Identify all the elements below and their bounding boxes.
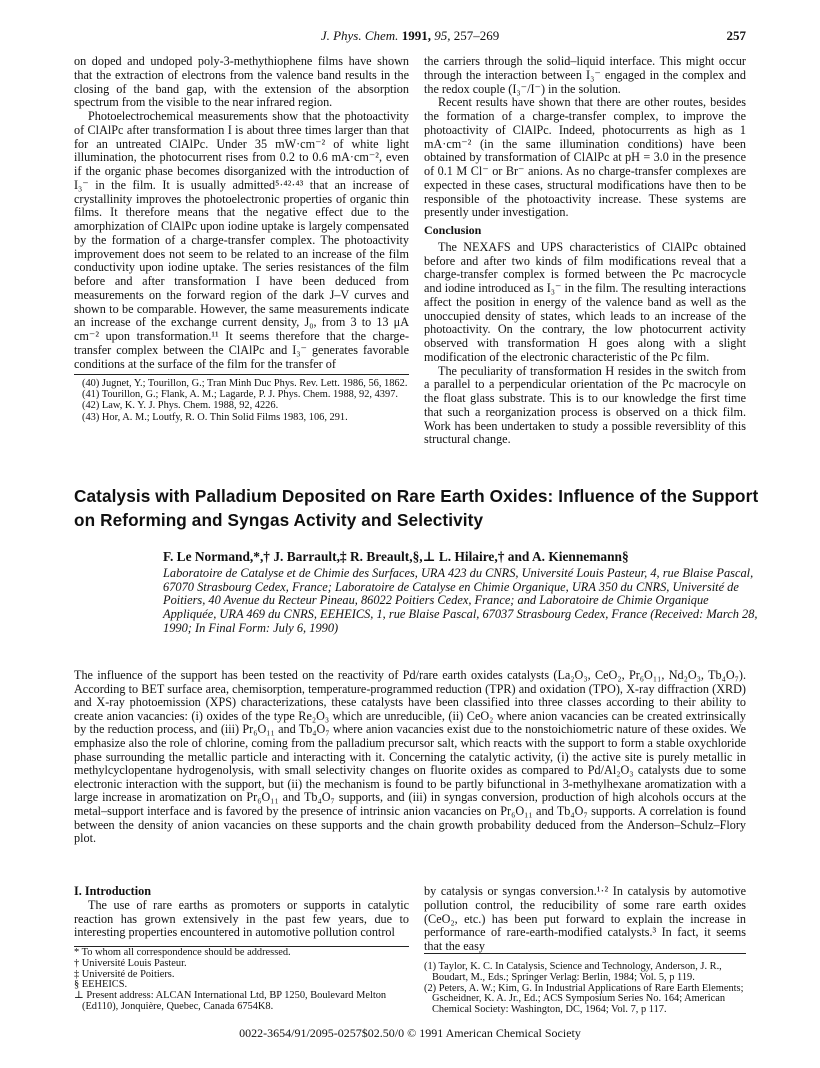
footnotes-left [74,948,409,1013]
abstract: The influence of the support has been tested on the reactivity of Pd/rare earth oxides catalysts (La₂O₃, CeO₂, Pr₆O₁₁, Nd₂O₃, Tb₄O₇). According to BET surface area, chemisorption, temperature-programmed reduction (TPR) and oxidation (TPO), X-ray diffraction (XRD) and X-ray photoemission (XPS) characterizations, these catalysts have been classified into three classes according to their ability to create anion vacancies: (i) oxides of the type Re₂O₃ which are unreducible, (ii) CeO₂ where anion vacancies can be created extrinsically by the reduction process, and (iii) Pr₆O₁₁ and Tb₄O₇ where anion vacancies exist due to the nonstoichiometric nature of these oxides. We emphasize also the role of chlorine, coming from the palladium precursor salt, which reacts with the support to form a stable oxychloride phase surrounding the metallic particle and interacting with it. Concerning the catalytic activity, (i) the active site is purely metallic in methylcyclopentane hydrogenolysis, with small selectivity changes on fluorite oxides as compared to Pd/Al₂O₃ catalysts due to some electronic interaction with the support, but (ii) the mechanism is found to be partly bifunctional in 3-methylhexane aromatization with a large increase in aromatization on Pr₆O₁₁ and Tb₄O₇ supports, and (iii) in syngas conversion, production of high alcohols occurs at the metal–support interface and is favored by the presence of intrinsic anion vacancies on Pr₆O₁₁ and Tb₄O₇ supports. A correlation is found between the density of anion vacancies on these supports and the chain growth probability deduced from the Anderson–Schulz–Flory plot. [74,668,746,846]
page-number: 257 [726,28,746,43]
reference-item: (42) Law, K. Y. J. Phys. Chem. 1988, 92, 4226. [82,400,279,412]
paragraph: The NEXAFS and UPS characteristics of ClAlPc obtained before and after two kinds of film modifications reveal that a charge-transfer complex is formed between the Pc macrocycle and iodine introduced as I₃⁻ in the film. The resulting interactions affect the position in energy of the valence band as well as the unoccupied density of states, which leads to an increase of the photoactivity. On the contrary, the low photocurrent activity observed with transformation H goes along with a slight modification of the electronic characteristic of the Pc film. [424,239,746,364]
footnote-divider-right [424,953,746,954]
reference-item: (43) Hor, A. M.; Loutfy, R. O. Thin Solid Films 1983, 106, 291. [82,411,348,423]
journal-volume: 95, [434,28,451,43]
affiliation: Laboratoire de Catalyse et de Chimie des Surfaces, URA 423 du CNRS, Université Louis Pasteur, 4, rue Blaise Pascal, 67070 Strasbourg Cedex, France; Laboratoire de Catalyse en Chimie Organique, URA 350 du CNRS, Université de Poitiers, 40 Avenue du Recteur Pineau, 86022 Poitiers Cedex, France; and Laboratoire de Chimie Organique Appliquée, URA 469 du CNRS, EEHEICS, 1, rue Blaise Pascal, 67037 Strasbourg Cedex, France (Received: March 28, 1990; In Final Form: July 6, 1990) [163,566,758,635]
intro-left-column [74,885,409,940]
paragraph: by catalysis or syngas conversion.¹·² In catalysis by automotive pollution control, the reducibility of some rare earth oxides (CeO₂, etc.) has been put forward to explain the increase in performance of rare-earth-modified catalysts.³ In fact, it seems that the easy [424,884,746,953]
footnote-item: * To whom all correspondence should be addressed. [74,947,291,958]
author-list: F. Le Normand,*,† J. Barrault,‡ R. Breault,§,⊥ L. Hilaire,† and A. Kiennemann§ [163,549,629,564]
footnote-item: § EEHEICS. [74,979,128,991]
running-header [0,28,820,48]
paragraph: Photoelectrochemical measurements show that the photoactivity of ClAlPc after transformation I is about three times larger than that for an untreated ClAlPc. Under 35 mW·cm⁻² of white light illumination, the photocurrent rises from 0.2 to 0.6 mA·cm⁻², even if the organic phase becomes disorganized with the introduction of I₃⁻ in the film. It is usually admitted⁵·⁴²·⁴³ that an increase of crystallinity improves the photoelectronic properties of organic thin films. It therefore means that the negative effect due to the amorphization of ClAlPc upon iodine uptake is largely compensated by the formation of a charge-transfer complex. The photoactivity improvement does not seem to be related to an increase of the film conductivity upon iodine uptake. The series resistances of the film before and after transformation I have been deduced from measurements on the forward region of the dark J–V curves and shown to be comparable. However, the same measurements indicate an increase of the exchange current density, J₀, from 3 to 13 μA cm⁻² upon transformation.¹¹ It seems therefore that the charge-transfer complex between the ClAlPc and I₃⁻ generates favorable conditions at the surface of the film for the transfer of [74,109,409,371]
footnote-item: ⊥ Present address: ALCAN International Ltd, BP 1250, Boulevard Melton (Ed110), Jonquière, Quebec, Canada 6754K8. [74,990,387,1012]
article-title: Catalysis with Palladium Deposited on Rare Earth Oxides: Influence of the Support on Reforming and Syngas Activity and Selectivity [74,486,759,530]
journal-citation [0,28,820,44]
paragraph: The peculiarity of transformation H resides in the switch from a parallel to a perpendicular orientation of the Pc macrocyle on the float glass substrate. This is to our knowledge the first time that such a reorganization process is observed on a thick film. Work has been undertaken to study a possible reversiblity of this structural change. [424,363,746,447]
footnote-item: (2) Peters, A. W.; Kim, G. In Industrial Applications of Rare Earth Elements; Gscheidner, K. A. Jr., Ed.; ACS Symposium Series No. 164; American Chemical Society: Washington, DC, 1964; Vol. 7, p 117. [424,982,744,1016]
intro-heading: I. Introduction [74,884,151,898]
reference-list [74,378,409,423]
reference-item: (41) Tourillon, G.; Flank, A. M.; Lagarde, P. J. Phys. Chem. 1988, 92, 4397. [82,389,398,401]
paragraph: The use of rare earths as promoters or supports in catalytic reaction has grown extensively in the past few years, due to interesting properties encountered in automotive pollution control [74,897,409,940]
copyright-footer: 0022-3654/91/2095-0257$02.50/0 © 1991 American Chemical Society [239,1026,581,1040]
footnotes-right [424,962,746,1016]
reference-item: (40) Jugnet, Y.; Tourillon, G.; Tran Minh Duc Phys. Rev. Lett. 1986, 56, 1862. [82,378,408,389]
intro-right-column [424,885,746,954]
journal-year: 1991, [401,28,431,43]
reference-divider [74,374,409,375]
journal-name: J. Phys. Chem. [320,28,399,43]
paragraph: Recent results have shown that there are other routes, besides the formation of a charge-transfer complex, to improve the photoactivity of ClAlPc. Indeed, photocurrents as high as 1 mA·cm⁻² (in the same illumination conditions) have been obtained by transformation of ClAlPc at pH = 3.0 in the presence of 0.1 M Cl⁻ or Br⁻ anions. As no charge-transfer complexes are expected in these cases, structural modifications have then to be responsible of the photoactivity increase. These systems are presently under investigation. [424,95,746,220]
footnote-item: ‡ Université de Poitiers. [74,968,175,980]
footnote-item: (1) Taylor, K. C. In Catalysis, Science and Technology, Anderson, J. R., Boudart, M., Eds.; Springer Verlag: Berlin, 1984; Vol. 5, p 119. [424,961,722,983]
paragraph: the carriers through the solid–liquid interface. This might occur through the interaction between I₃⁻ engaged in the complex and the redox couple (I₃⁻/I⁻) in the solution. [424,54,746,96]
journal-pages: 257–269 [453,28,500,43]
conclusion-heading: Conclusion [424,223,482,237]
paragraph: on doped and undoped poly-3-methythiophene films have shown that the extraction of electrons from the valence band results in the closing of the band gap, with the extension of the absorption spectrum from the visible to the near infrared region. [74,54,409,110]
footnote-item: † Université Louis Pasteur. [74,957,187,969]
top-right-column [424,55,746,447]
top-left-column [74,55,409,371]
